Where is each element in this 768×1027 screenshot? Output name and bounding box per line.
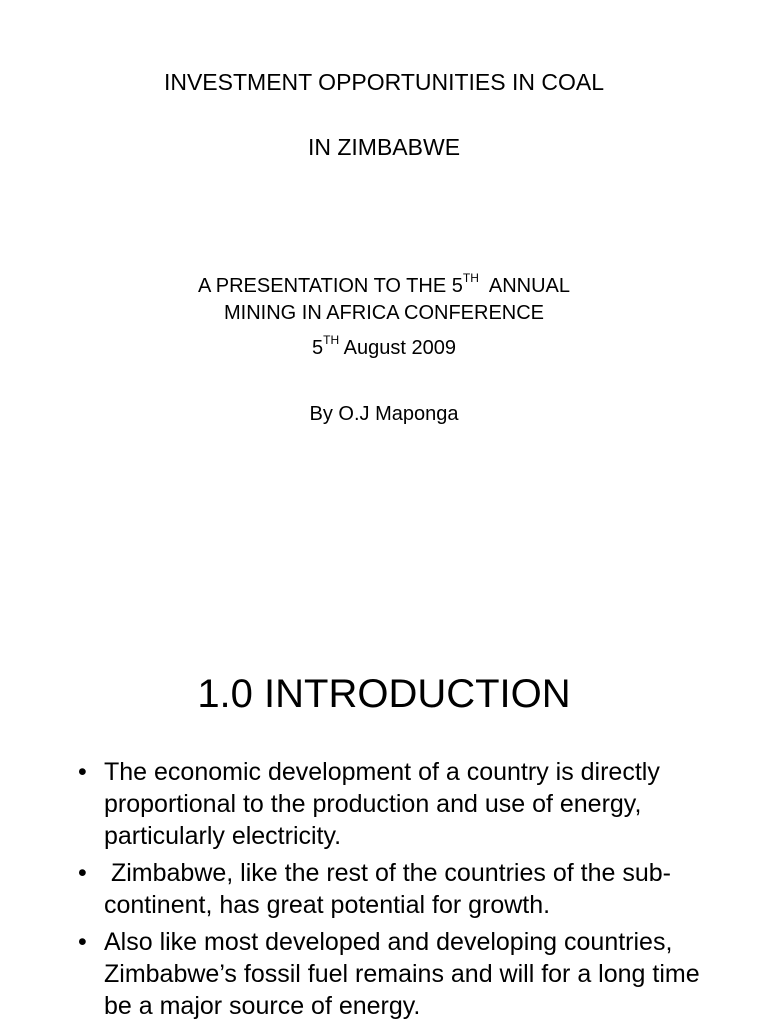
bullet-item (78, 926, 718, 1022)
date-prefix: 5 (312, 337, 324, 359)
presentation-line-1-sup: TH (462, 271, 479, 286)
bullet-item (78, 756, 718, 852)
introduction-slide (0, 512, 768, 1024)
author: By O.J Maponga (309, 403, 459, 425)
bullet-item (78, 857, 718, 921)
date-sup: TH (323, 333, 340, 348)
bullet-text: Zimbabwe, like the rest of the countries of the sub-continent, has great potential for growth. (104, 859, 671, 919)
presentation-date (0, 333, 768, 360)
presentation-line-1 (0, 271, 768, 298)
slide-title-line-2: IN ZIMBABWE (307, 134, 461, 160)
bullet-list (78, 756, 718, 1027)
section-heading: 1.0 INTRODUCTION (197, 672, 571, 716)
bullet-text: Also like most developed and developing countries, Zimbabwe’s fossil fuel remains and will for a long time be a major source of energy. (104, 928, 707, 1020)
title-slide (0, 0, 768, 512)
presentation-line-1-prefix: A PRESENTATION TO THE 5 (197, 275, 463, 297)
slide-title-line-1: INVESTMENT OPPORTUNITIES IN COAL (163, 69, 605, 95)
bullet-marker: • (78, 758, 87, 786)
bullet-marker: • (78, 859, 87, 887)
presentation-line-2: MINING IN AFRICA CONFERENCE (223, 302, 545, 324)
bullet-text: The economic development of a country is directly proportional to the production and use of energy, particularly electricity. (104, 758, 667, 850)
presentation-line-1-suffix: ANNUAL (478, 275, 571, 297)
date-suffix: August 2009 (339, 337, 456, 359)
bullet-marker: • (78, 928, 87, 956)
